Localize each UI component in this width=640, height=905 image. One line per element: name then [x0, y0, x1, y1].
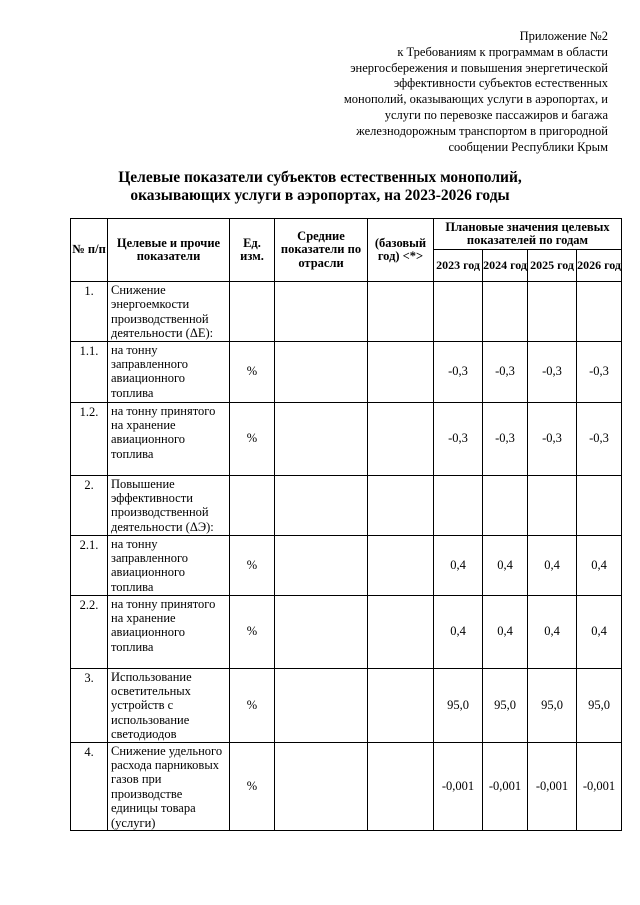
header-num: № п/п [71, 219, 108, 282]
header-year-2024: 2024 год [483, 250, 528, 282]
appendix-line: монополий, оказывающих услуги в аэропортах, и [343, 92, 608, 107]
value-2024: 0,4 [483, 595, 528, 668]
unit-cell [230, 475, 275, 535]
value-2023 [434, 475, 483, 535]
value-2026: 0,4 [577, 535, 622, 595]
appendix-line: энергосбережения и повышения энергетической [350, 60, 608, 75]
row-number: 2.1. [71, 535, 108, 595]
value-2025: -0,3 [528, 341, 577, 402]
value-2025 [528, 282, 577, 342]
unit-cell: % [230, 535, 275, 595]
document-title [0, 169, 640, 205]
appendix-line: услуги по перевозке пассажиров и багажа [384, 107, 608, 122]
value-2023 [434, 282, 483, 342]
industry-average-cell [275, 475, 368, 535]
table-row [71, 475, 622, 535]
value-2023: 0,4 [434, 595, 483, 668]
row-number: 2.2. [71, 595, 108, 668]
value-2023: -0,3 [434, 402, 483, 475]
value-2026 [577, 282, 622, 342]
title-line-1: Целевые показатели субъектов естественных монополий, [118, 169, 522, 186]
value-2026: 95,0 [577, 668, 622, 742]
table-row [71, 535, 622, 595]
value-2026: -0,3 [577, 341, 622, 402]
indicator-name: на тонну заправленного авиационного топлива [108, 535, 230, 595]
indicator-name: Снижение удельного расхода парниковых газов при производстве единицы товара (услуги) [108, 742, 230, 830]
indicators-table [70, 218, 622, 831]
value-2023: 95,0 [434, 668, 483, 742]
unit-cell: % [230, 668, 275, 742]
industry-average-cell [275, 535, 368, 595]
base-year-cell [368, 668, 434, 742]
value-2024: 95,0 [483, 668, 528, 742]
value-2024: 0,4 [483, 535, 528, 595]
row-number: 1. [71, 282, 108, 342]
row-number: 1.2. [71, 402, 108, 475]
base-year-cell [368, 282, 434, 342]
value-2026 [577, 475, 622, 535]
table-row [71, 742, 622, 830]
industry-average-cell [275, 341, 368, 402]
industry-average-cell [275, 742, 368, 830]
value-2025: -0,001 [528, 742, 577, 830]
table-body [71, 282, 622, 831]
appendix-line: эффективности субъектов естественных [393, 76, 608, 91]
value-2024: -0,3 [483, 402, 528, 475]
industry-average-cell [275, 595, 368, 668]
base-year-cell [368, 475, 434, 535]
industry-average-cell [275, 402, 368, 475]
value-2024 [483, 282, 528, 342]
base-year-cell [368, 341, 434, 402]
row-number: 4. [71, 742, 108, 830]
appendix-line: железнодорожным транспортом в пригородной [356, 123, 608, 138]
header-name: Целевые и прочие показатели [108, 219, 230, 282]
indicator-name: Снижение энергоемкости производственной деятельности (ΔЕ): [108, 282, 230, 342]
indicator-name: на тонну заправленного авиационного топлива [108, 341, 230, 402]
unit-cell: % [230, 402, 275, 475]
table-row [71, 668, 622, 742]
value-2025: 95,0 [528, 668, 577, 742]
title-line-2: оказывающих услуги в аэропортах, на 2023-2026 годы [130, 187, 510, 204]
unit-cell [230, 282, 275, 342]
unit-cell: % [230, 341, 275, 402]
value-2025: 0,4 [528, 535, 577, 595]
header-base-year: (базовый год) <*> [368, 219, 434, 282]
table-row [71, 282, 622, 342]
header-year-2023: 2023 год [434, 250, 483, 282]
base-year-cell [368, 742, 434, 830]
indicator-name: Повышение эффективности производственной деятельности (ΔЭ): [108, 475, 230, 535]
appendix-line: Приложение №2 [519, 29, 608, 43]
base-year-cell [368, 595, 434, 668]
indicator-name: на тонну принятого на хранение авиационного топлива [108, 402, 230, 475]
unit-cell: % [230, 742, 275, 830]
table-row [71, 595, 622, 668]
header-unit: Ед. изм. [230, 219, 275, 282]
row-number: 2. [71, 475, 108, 535]
row-number: 1.1. [71, 341, 108, 402]
indicator-name: на тонну принятого на хранение авиационного топлива [108, 595, 230, 668]
table-row [71, 402, 622, 475]
header-planned-values: Плановые значения целевых показателей по годам [434, 219, 622, 250]
base-year-cell [368, 402, 434, 475]
value-2026: 0,4 [577, 595, 622, 668]
table-row [71, 341, 622, 402]
header-year-2026: 2026 год [577, 250, 622, 282]
value-2024 [483, 475, 528, 535]
value-2024: -0,001 [483, 742, 528, 830]
value-2024: -0,3 [483, 341, 528, 402]
indicator-name: Использование осветительных устройств с использование светодиодов [108, 668, 230, 742]
value-2023: -0,3 [434, 341, 483, 402]
header-industry-average: Средние показатели по отрасли [275, 219, 368, 282]
industry-average-cell [275, 668, 368, 742]
value-2026: -0,001 [577, 742, 622, 830]
value-2023: -0,001 [434, 742, 483, 830]
value-2025: 0,4 [528, 595, 577, 668]
base-year-cell [368, 535, 434, 595]
value-2025: -0,3 [528, 402, 577, 475]
industry-average-cell [275, 282, 368, 342]
row-number: 3. [71, 668, 108, 742]
appendix-line: к Требованиям к программам в области [397, 44, 608, 59]
appendix-note [308, 29, 608, 155]
value-2025 [528, 475, 577, 535]
unit-cell: % [230, 595, 275, 668]
appendix-line: сообщении Республики Крым [448, 139, 608, 154]
header-year-2025: 2025 год [528, 250, 577, 282]
value-2023: 0,4 [434, 535, 483, 595]
value-2026: -0,3 [577, 402, 622, 475]
